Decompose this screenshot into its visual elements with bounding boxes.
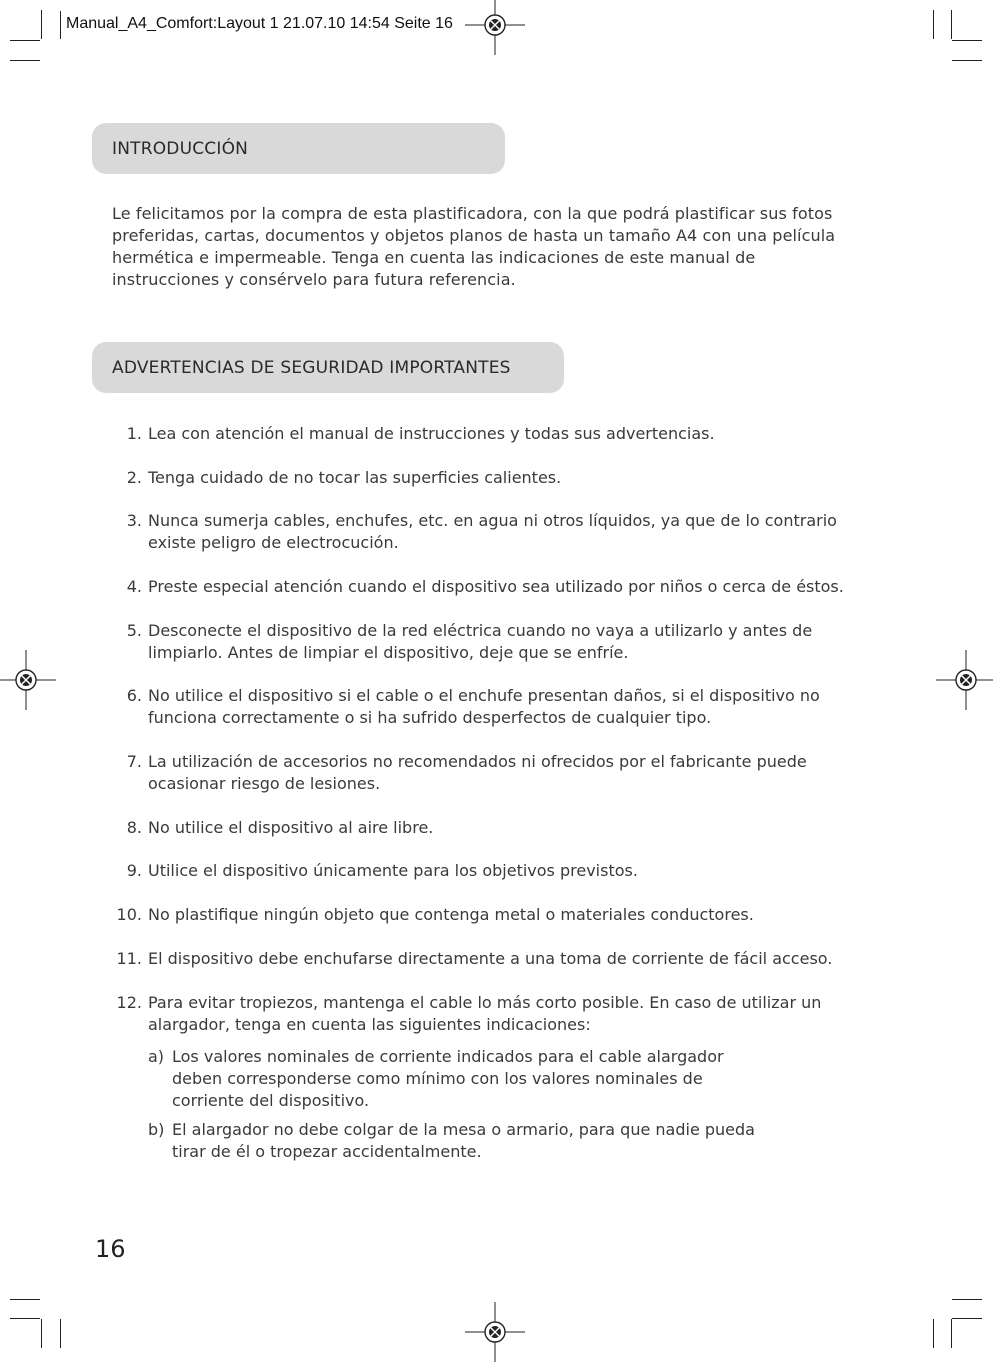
- item-number: 2.: [126, 468, 142, 487]
- item-line: No utilice el dispositivo si el cable o el enchufe presentan daños, si el dispositivo no: [148, 686, 820, 705]
- intro-line: preferidas, cartas, documentos y objetos planos de hasta un tamaño A4 con una película: [112, 226, 836, 245]
- sub-item-line: tirar de él o tropezar accidentalmente.: [172, 1142, 482, 1161]
- item-line: funciona correctamente o si ha sufrido desperfectos de cualquier tipo.: [148, 708, 712, 727]
- crop-mark: [41, 10, 42, 39]
- crop-mark: [952, 60, 982, 61]
- registration-mark-icon: [0, 650, 56, 710]
- item-line: Utilice el dispositivo únicamente para los objetivos previstos.: [148, 861, 638, 880]
- item-line: Tenga cuidado de no tocar las superficies calientes.: [148, 468, 562, 487]
- crop-mark: [951, 10, 952, 39]
- crop-mark: [10, 60, 40, 61]
- item-number: 5.: [126, 621, 142, 640]
- item-line: No plastifique ningún objeto que contenga metal o materiales conductores.: [148, 905, 754, 924]
- item-line: existe peligro de electrocución.: [148, 533, 399, 552]
- sub-item-label: a): [148, 1047, 165, 1066]
- intro-line: instrucciones y consérvelo para futura referencia.: [112, 270, 516, 289]
- crop-mark: [952, 40, 982, 41]
- crop-mark: [952, 1299, 982, 1300]
- item-line: No utilice el dispositivo al aire libre.: [148, 818, 434, 837]
- registration-mark-icon: [936, 650, 993, 710]
- sub-item-label: b): [148, 1120, 165, 1139]
- crop-mark: [951, 1319, 952, 1348]
- item-line: Lea con atención el manual de instrucciones y todas sus advertencias.: [148, 424, 715, 443]
- item-line: Desconecte el dispositivo de la red eléctrica cuando no vaya a utilizarlo y antes de: [148, 621, 813, 640]
- item-line: La utilización de accesorios no recomendados ni ofrecidos por el fabricante puede: [148, 752, 807, 771]
- crop-mark: [10, 1299, 40, 1300]
- intro-heading: INTRODUCCIÓN: [92, 123, 505, 174]
- item-number: 7.: [126, 752, 142, 771]
- item-line: ocasionar riesgo de lesiones.: [148, 774, 381, 793]
- crop-mark: [933, 10, 934, 39]
- item-line: Para evitar tropiezos, mantenga el cable lo más corto posible. En caso de utilizar un: [148, 993, 822, 1012]
- item-line: Preste especial atención cuando el dispositivo sea utilizado por niños o cerca de éstos.: [148, 577, 844, 596]
- registration-mark-icon: [465, 0, 525, 55]
- sub-item-line: Los valores nominales de corriente indicados para el cable alargador: [172, 1047, 724, 1066]
- item-number: 1.: [126, 424, 142, 443]
- item-line: El dispositivo debe enchufarse directamente a una toma de corriente de fácil acceso.: [148, 949, 833, 968]
- crop-mark: [41, 1319, 42, 1348]
- intro-line: Le felicitamos por la compra de esta plastificadora, con la que podrá plastificar sus fotos: [112, 204, 833, 223]
- crop-mark: [10, 1318, 40, 1319]
- sub-item-line: El alargador no debe colgar de la mesa o armario, para que nadie pueda: [172, 1120, 755, 1139]
- slug-text: Manual_A4_Comfort:Layout 1 21.07.10 14:54 Seite 16: [66, 15, 453, 32]
- item-number: 3.: [126, 511, 142, 530]
- intro-line: hermética e impermeable. Tenga en cuenta las indicaciones de este manual de: [112, 248, 756, 267]
- intro-paragraph: [112, 203, 872, 291]
- crop-mark: [60, 1319, 61, 1348]
- item-line: alargador, tenga en cuenta las siguientes indicaciones:: [148, 1015, 591, 1034]
- item-line: Nunca sumerja cables, enchufes, etc. en agua ni otros líquidos, ya que de lo contrario: [148, 511, 837, 530]
- item-line: limpiarlo. Antes de limpiar el dispositivo, deje que se enfríe.: [148, 643, 629, 662]
- crop-mark: [10, 40, 40, 41]
- crop-mark: [952, 1318, 982, 1319]
- item-number: 11.: [116, 949, 142, 968]
- safety-heading: ADVERTENCIAS DE SEGURIDAD IMPORTANTES: [92, 342, 564, 393]
- slug-border: [60, 11, 61, 39]
- item-number: 8.: [126, 818, 142, 837]
- item-number: 12.: [116, 993, 142, 1012]
- item-number: 4.: [126, 577, 142, 596]
- sub-item-line: corriente del dispositivo.: [172, 1091, 370, 1110]
- item-number: 9.: [126, 861, 142, 880]
- page-number: 16: [95, 1235, 126, 1263]
- item-number: 10.: [116, 905, 142, 924]
- item-number: 6.: [126, 686, 142, 705]
- crop-mark: [933, 1319, 934, 1348]
- registration-mark-icon: [465, 1302, 525, 1362]
- sub-item-line: deben corresponderse como mínimo con los valores nominales de: [172, 1069, 703, 1088]
